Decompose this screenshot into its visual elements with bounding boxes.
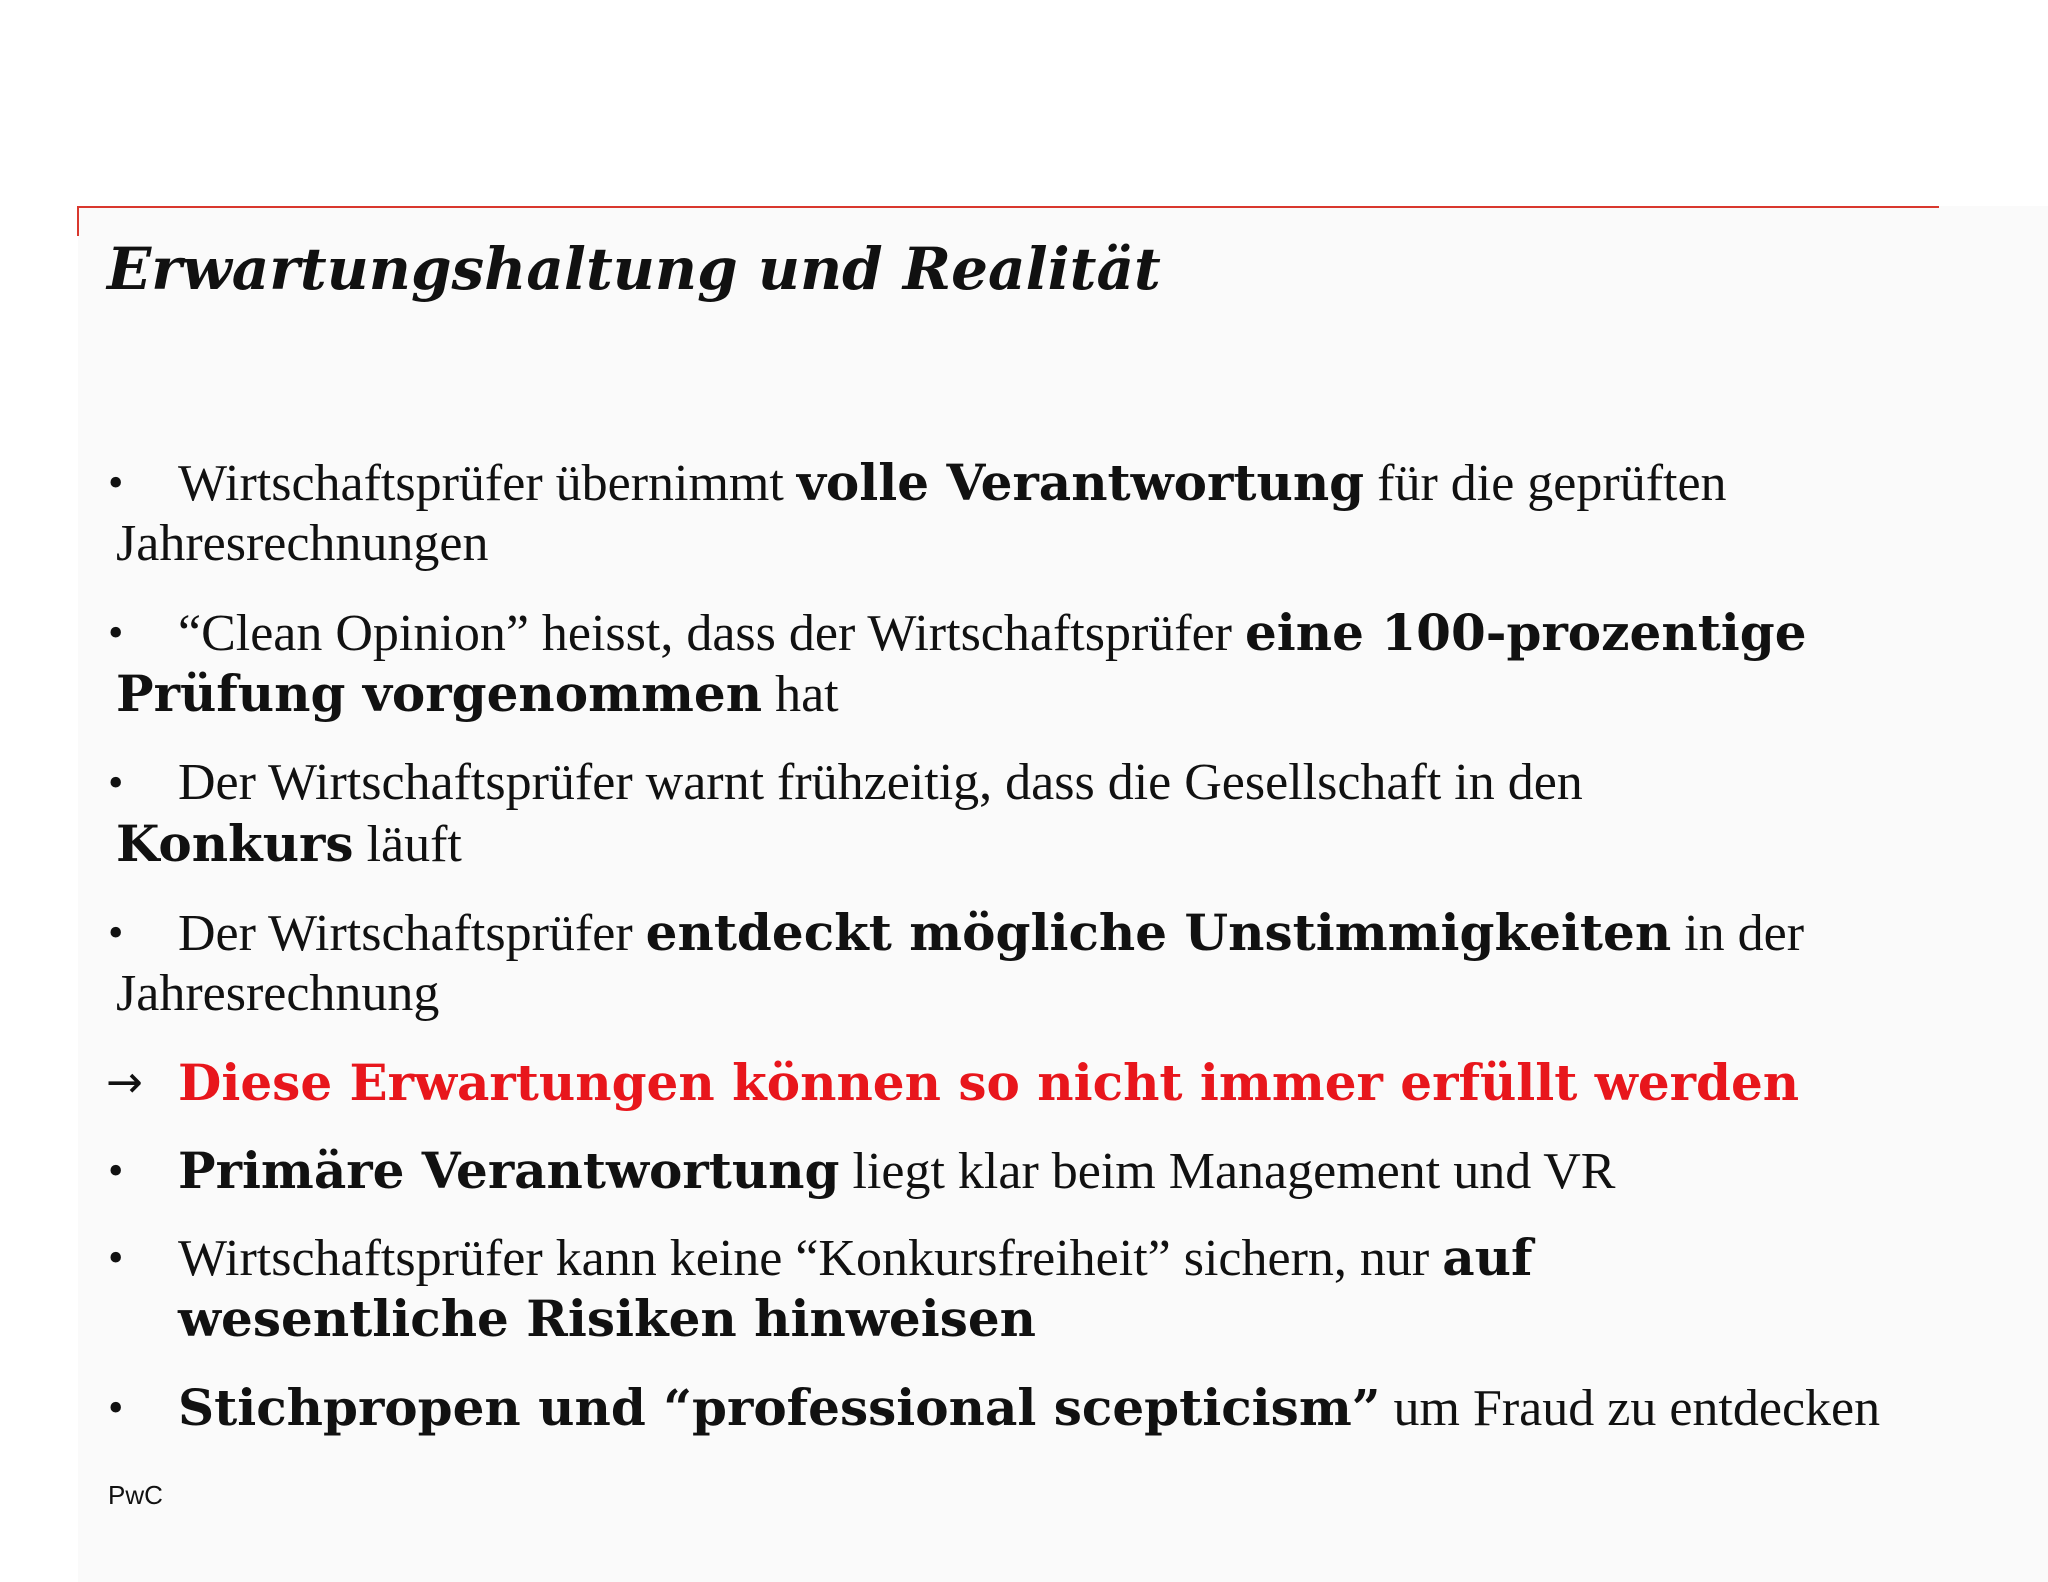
reality-2-line-1 [178,1227,1532,1290]
bold-run: wesentliche Risiken hinweisen [178,1289,1037,1348]
bullet-icon: • [108,1383,124,1432]
bullet-icon: • [108,1146,124,1195]
bullet-icon: • [108,908,124,957]
footer-brand: PwC [108,1480,163,1510]
slide-title: Erwartungshaltung und Realität [107,235,1161,303]
conclusion-line [178,1052,1799,1115]
bold-run: Prüfung vorgenommen [116,664,763,723]
bold-run: auf [1442,1228,1533,1287]
text-run: “Clean Opinion” heisst, dass der Wirtschaftsprüfer [178,605,1245,662]
text-run: Der Wirtschaftsprüfer [178,905,646,962]
bold-run: eine 100-prozentige [1245,603,1807,662]
reality-1-line-1 [178,1140,1616,1203]
bold-run: volle Verantwortung [796,453,1365,512]
text-run: für die geprüften [1364,455,1727,512]
expectation-4-line-2 [116,963,439,1025]
text-run: Wirtschaftsprüfer übernimmt [178,455,797,512]
text-run: um Fraud zu entdecken [1380,1380,1881,1437]
title-rule-tick [77,206,79,236]
text-run: in der [1671,905,1805,962]
bullet-icon: • [108,758,124,807]
bold-run: Konkurs [116,814,354,873]
expectation-1-line-2 [116,513,489,575]
text-run: hat [762,666,839,723]
bold-run: entdeckt mögliche Unstimmigkeiten [645,903,1672,962]
slide-background [78,206,2048,1582]
bold-run: Primäre Verantwortung [178,1141,840,1200]
text-run: Wirtschaftsprüfer kann keine “Konkursfreiheit” sichern, nur [178,1230,1443,1287]
bullet-icon: • [108,608,124,657]
bullet-icon: • [108,1233,124,1282]
expectation-4-line-1 [178,902,1804,965]
reality-2-line-2 [178,1288,1036,1351]
expectation-3-line-1 [178,752,1583,814]
bold-run: Stichpropen und “professional scepticism” [178,1378,1381,1437]
reality-3-line-1 [178,1377,1880,1440]
bold-run: Diese Erwartungen können so nicht immer erfüllt werden [178,1053,1800,1112]
expectation-3-line-2 [116,813,462,876]
arrow-right-icon: → [106,1057,143,1108]
text-run: liegt klar beim Management und VR [839,1143,1616,1200]
bullet-icon: • [108,458,124,507]
text-run: Jahresrechnung [116,965,440,1022]
text-run: Jahresrechnungen [116,515,489,572]
title-rule [77,206,1939,208]
expectation-1-line-1 [178,452,1727,515]
expectation-2-line-1 [178,602,1807,665]
text-run: läuft [353,816,462,873]
expectation-2-line-2 [116,663,839,726]
text-run: Der Wirtschaftsprüfer warnt frühzeitig, dass die Gesellschaft in den [178,754,1583,811]
